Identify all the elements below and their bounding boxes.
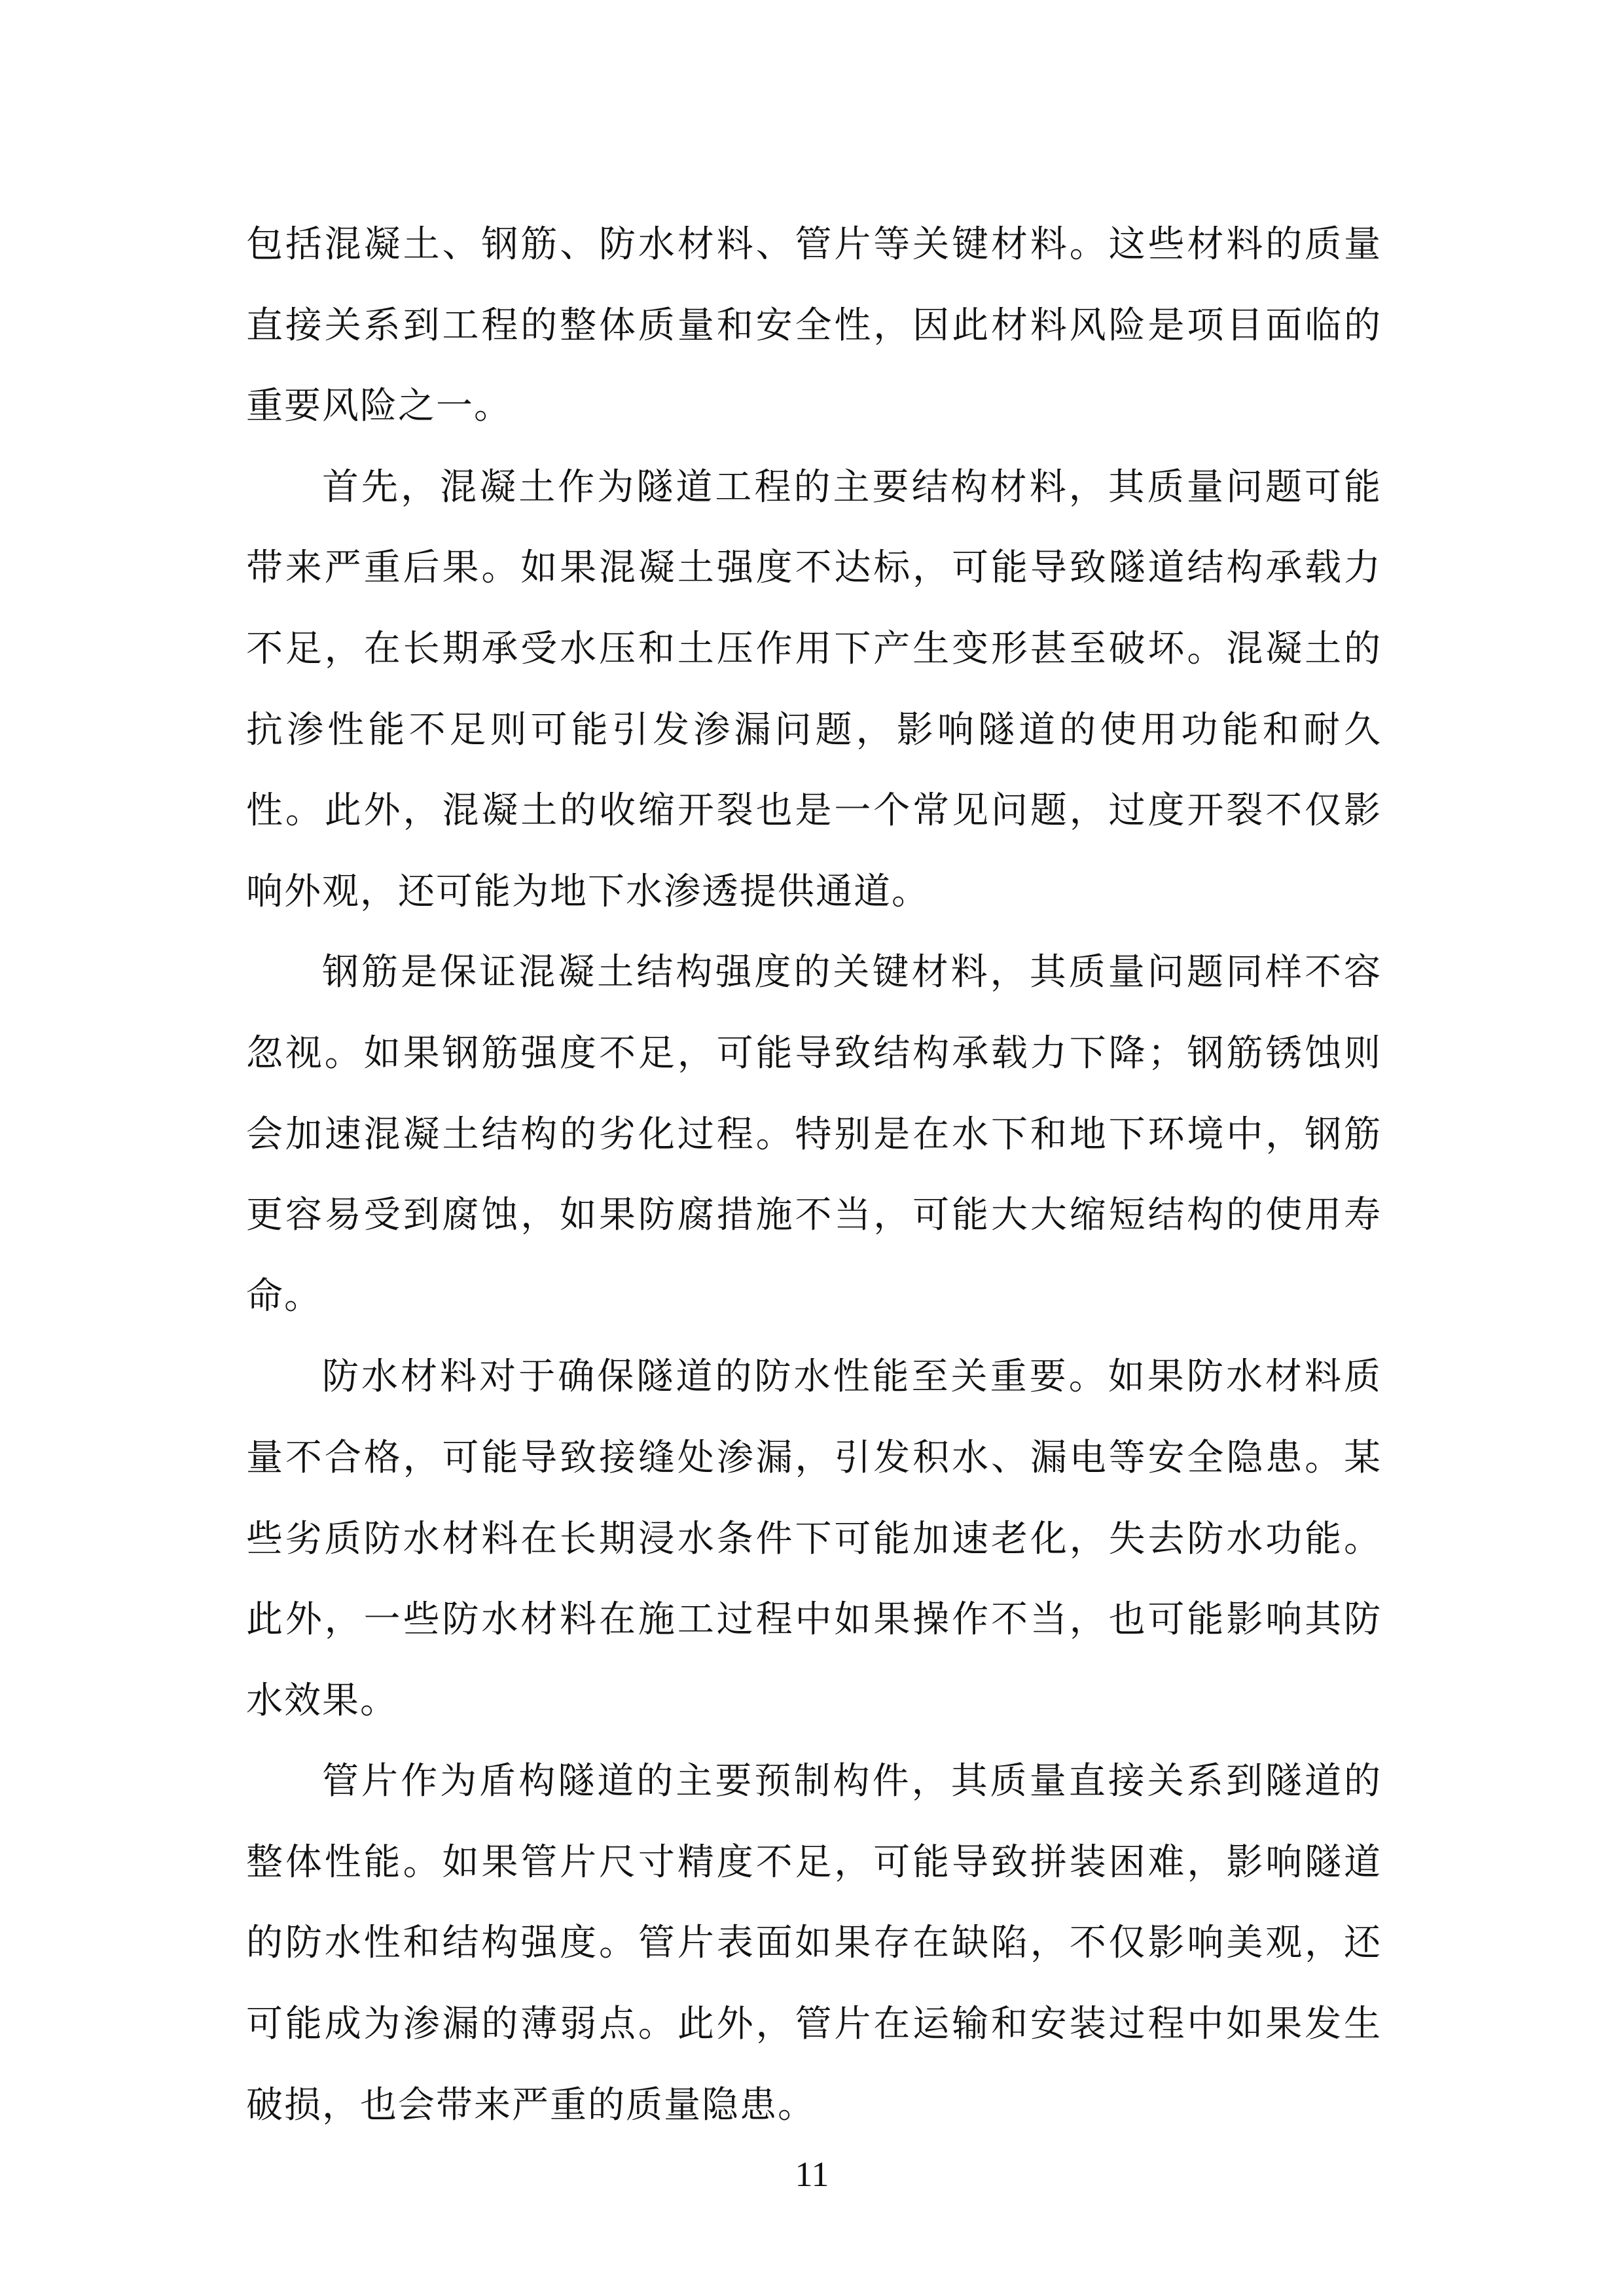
paragraph-materials-overview: 包括混凝土、钢筋、防水材料、管片等关键材料。这些材料的质量直接关系到工程的整体质量和安全性，因此材料风险是项目面临的重要风险之一。: [246, 223, 1382, 428]
paragraph-rebar-risk: 钢筋是保证混凝土结构强度的关键材料，其质量问题同样不容忽视。如果钢筋强度不足，可能导致结构承载力下降；钢筋锈蚀则会加速混凝土结构的劣化过程。特别是在水下和地下环境中，钢筋更容易受到腐蚀，如果防腐措施不当，可能大大缩短结构的使用寿命。: [246, 951, 1382, 1318]
page-number: 11: [795, 2155, 829, 2194]
paragraph-segment-risk: 管片作为盾构隧道的主要预制构件，其质量直接关系到隧道的整体性能。如果管片尺寸精度不足，可能导致拼装困难，影响隧道的防水性和结构强度。管片表面如果存在缺陷，不仅影响美观，还可能成为渗漏的薄弱点。此外，管片在运输和安装过程中如果发生破损，也会带来严重的质量隐患。: [246, 1760, 1382, 2126]
paragraph-waterproofing-risk: 防水材料对于确保隧道的防水性能至关重要。如果防水材料质量不合格，可能导致接缝处渗漏，引发积水、漏电等安全隐患。某些劣质防水材料在长期浸水条件下可能加速老化，失去防水功能。此外，一些防水材料在施工过程中如果操作不当，也可能影响其防水效果。: [246, 1355, 1382, 1722]
paragraph-concrete-risk: 首先，混凝土作为隧道工程的主要结构材料，其质量问题可能带来严重后果。如果混凝土强度不达标，可能导致隧道结构承载力不足，在长期承受水压和土压作用下产生变形甚至破坏。混凝土的抗渗性能不足则可能引发渗漏问题，影响隧道的使用功能和耐久性。此外，混凝土的收缩开裂也是一个常见问题，过度开裂不仅影响外观，还可能为地下水渗透提供通道。: [246, 465, 1382, 913]
body-text: [246, 204, 1382, 2145]
